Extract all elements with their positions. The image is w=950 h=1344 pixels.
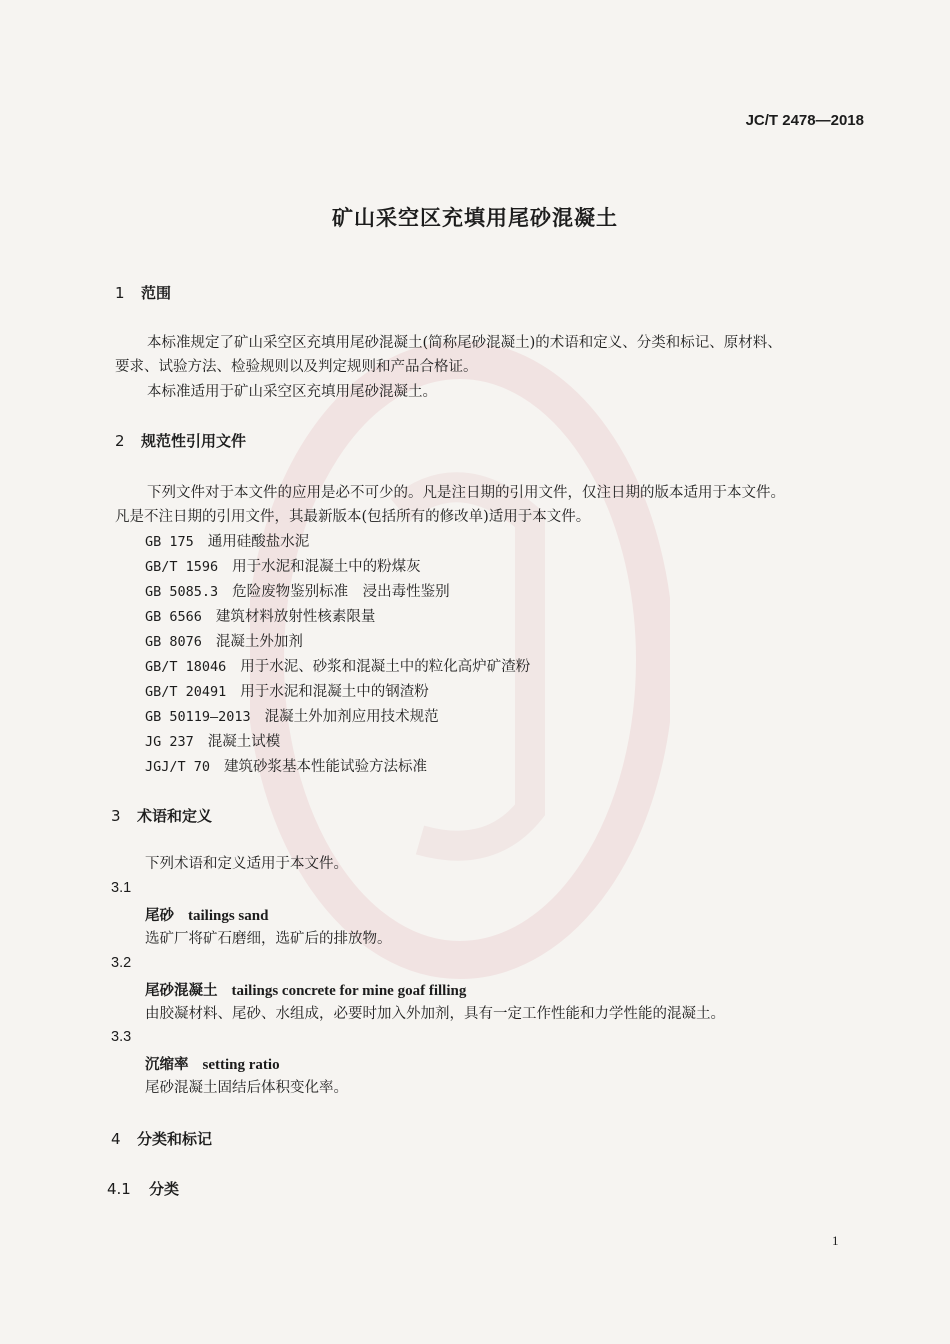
- term-heading: [145, 904, 268, 925]
- reference-item: [145, 705, 439, 726]
- standard-code: JC/T 2478—2018: [745, 112, 864, 129]
- reference-title: 混凝土外加剂: [215, 634, 303, 650]
- reference-title: 建筑砂浆基本性能试验方法标准: [224, 759, 428, 775]
- section-title: 分类: [149, 1180, 180, 1198]
- reference-code: GB 175: [145, 534, 194, 550]
- reference-code: GB/T 1596: [145, 559, 219, 575]
- reference-code: JGJ/T 70: [145, 759, 211, 775]
- reference-item: [145, 755, 427, 776]
- term-definition: 选矿厂将矿石磨细，选矿后的排放物。: [145, 931, 392, 947]
- term-number: 3.3: [111, 1029, 132, 1045]
- paragraph: 本标准适用于矿山采空区充填用尾砂混凝土。: [147, 384, 437, 400]
- paragraph: 下列术语和定义适用于本文件。: [145, 856, 348, 872]
- section-1-heading: [115, 282, 171, 303]
- reference-item: [145, 555, 421, 576]
- section-title: 分类和标记: [137, 1130, 213, 1148]
- section-number: 1: [115, 284, 125, 302]
- reference-item: [145, 630, 303, 651]
- reference-item: [145, 730, 280, 751]
- term-number: 3.1: [111, 880, 132, 896]
- term-zh: 尾砂混凝土: [145, 983, 218, 999]
- section-4-heading: [111, 1128, 212, 1149]
- term-definition: 由胶凝材料、尾砂、水组成，必要时加入外加剂，具有一定工作性能和力学性能的混凝土。: [145, 1006, 725, 1022]
- reference-title: 通用硅酸盐水泥: [207, 534, 310, 550]
- reference-title: 用于水泥和混凝土中的粉煤灰: [232, 559, 421, 575]
- term-heading: [145, 979, 466, 1000]
- paragraph: 凡是不注日期的引用文件，其最新版本(包括所有的修改单)适用于本文件。: [115, 509, 591, 525]
- reference-title: 用于水泥和混凝土中的钢渣粉: [240, 684, 429, 700]
- reference-code: GB 50119—2013: [145, 709, 251, 725]
- paragraph: 本标准规定了矿山采空区充填用尾砂混凝土(简称尾砂混凝土)的术语和定义、分类和标记、原材料、: [147, 335, 782, 351]
- subsection-4-1-heading: [107, 1178, 179, 1199]
- section-title: 范围: [141, 284, 172, 302]
- term-en: setting ratio: [202, 1057, 280, 1073]
- reference-title: 混凝土外加剂应用技术规范: [264, 709, 439, 725]
- reference-code: GB/T 18046: [145, 659, 227, 675]
- reference-item: [145, 580, 450, 601]
- reference-item: [145, 655, 530, 676]
- term-zh: 尾砂: [145, 908, 174, 924]
- section-title: 规范性引用文件: [141, 432, 247, 450]
- section-number: 4.1: [107, 1180, 131, 1198]
- term-definition: 尾砂混凝土固结后体积变化率。: [145, 1080, 348, 1096]
- paragraph: 下列文件对于本文件的应用是必不可少的。凡是注日期的引用文件，仅注日期的版本适用于本文件。: [147, 485, 785, 501]
- reference-code: GB 8076: [145, 634, 202, 650]
- section-2-heading: [115, 430, 246, 451]
- term-en: tailings concrete for mine goaf filling: [231, 983, 467, 999]
- term-heading: [145, 1053, 280, 1074]
- section-3-heading: [111, 805, 212, 826]
- page-number: 1: [832, 1233, 839, 1248]
- reference-code: GB 6566: [145, 609, 202, 625]
- reference-item: [145, 530, 309, 551]
- document-title: 矿山采空区充填用尾砂混凝土: [332, 206, 618, 230]
- section-number: 4: [111, 1130, 121, 1148]
- reference-item: [145, 605, 375, 626]
- reference-item: [145, 680, 429, 701]
- reference-code: GB/T 20491: [145, 684, 227, 700]
- reference-title: 混凝土试模: [207, 734, 281, 750]
- reference-title: 危险废物鉴别标准 浸出毒性鉴别: [232, 584, 450, 600]
- reference-title: 用于水泥、砂浆和混凝土中的粒化高炉矿渣粉: [240, 659, 531, 675]
- paragraph: 要求、试验方法、检验规则以及判定规则和产品合格证。: [115, 359, 478, 375]
- section-title: 术语和定义: [137, 807, 213, 825]
- reference-code: JG 237: [145, 734, 194, 750]
- term-en: tailings sand: [188, 908, 269, 924]
- reference-title: 建筑材料放射性核素限量: [215, 609, 376, 625]
- reference-code: GB 5085.3: [145, 584, 219, 600]
- term-number: 3.2: [111, 955, 132, 971]
- term-zh: 沉缩率: [145, 1057, 189, 1073]
- section-number: 2: [115, 432, 125, 450]
- section-number: 3: [111, 807, 121, 825]
